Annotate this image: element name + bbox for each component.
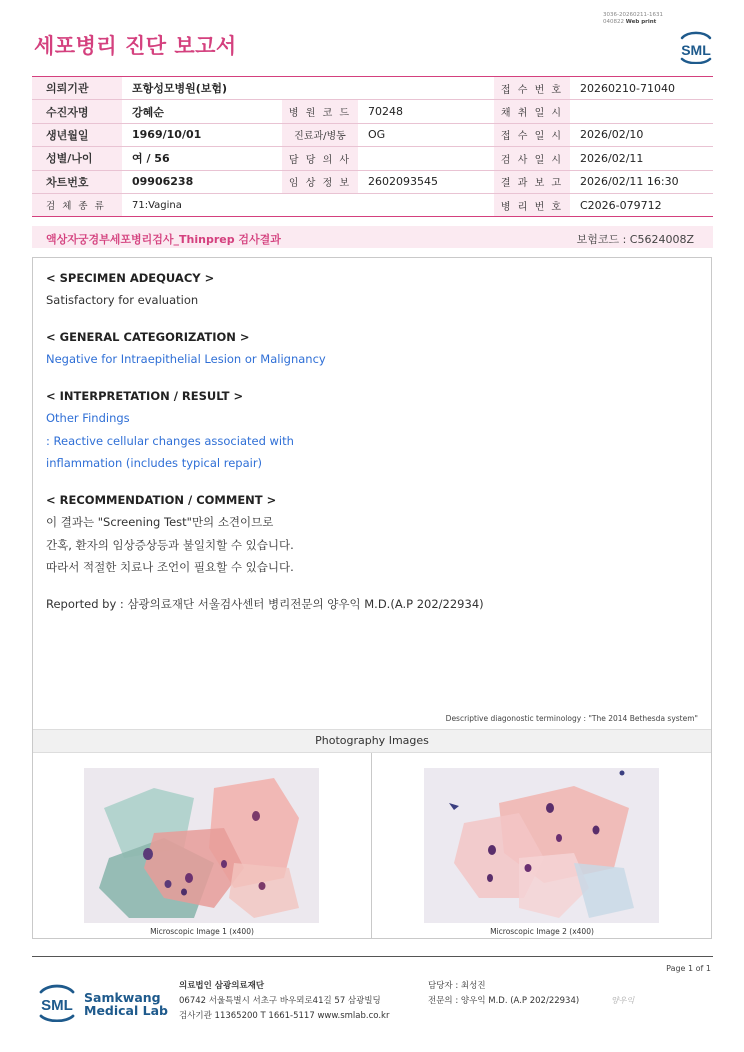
info-row [32,193,713,216]
sml-logo [676,28,716,64]
org-name: 의료법인 삼광의료재단 [179,981,265,991]
print-code-line1: 3036-20260211-1631 [603,12,663,18]
value-result-report: 2026/02/11 16:30 [570,170,713,193]
categorization-text: Negative for Intraepithelial Lesion or Malignancy [46,352,326,366]
label-collection-time: 채 취 일 시 [494,100,570,123]
recommendation-line2: 간혹, 환자의 임상증상등과 불일치할 수 있습니다. [46,538,294,552]
interpretation-line2: : Reactive cellular changes associated with [46,434,294,448]
staff-name: 담당자 : 최성진 [428,981,486,991]
label-hospital-code: 병 원 코 드 [282,100,358,123]
label-clinical-info: 임 상 정 보 [282,170,358,193]
photo-section-title: Photography Images [315,734,429,747]
value-institution: 포항성모병원(보험) [122,77,494,100]
terminology-note: Descriptive diagonostic terminology : "The 2014 Bethesda system" [445,714,698,723]
info-row [32,123,713,146]
signature: 양우익 [611,996,635,1005]
label-department: 진료과/병동 [282,123,358,146]
info-row [32,170,713,193]
test-name: 액상자궁경부세포병리검사_Thinprep 검사결과 [46,233,281,246]
footer-logo-text: SML [41,997,73,1014]
label-test-time: 검 사 일 시 [494,147,570,170]
label-receipt-time: 접 수 일 시 [494,123,570,146]
patient-info-table [32,76,713,217]
footer-sml-logo [35,980,79,1022]
label-birthdate: 생년월일 [32,123,122,146]
specialist-name: 전문의 : 양우익 M.D. (A.P 202/22934) [428,996,580,1006]
interpretation-line3: inflammation (includes typical repair) [46,456,263,470]
info-row [32,147,713,170]
recommendation-line1: 이 결과는 "Screening Test"만의 소견이므로 [46,515,274,529]
recommendation-line3: 따라서 적절한 치료나 조언이 필요할 수 있습니다. [46,560,294,574]
label-sex-age: 성별/나이 [32,147,122,170]
reported-by: Reported by : 삼광의료재단 서울검사센터 병리전문의 양우익 M.D.(A.P 202/22934) [46,597,484,611]
brand-line2: Medical Lab [84,1003,168,1018]
value-collection-time [570,100,713,123]
value-sex-age: 여 / 56 [122,147,282,170]
web-print-label: Web print [625,19,657,25]
info-row [32,77,713,100]
value-patient-name: 강혜순 [122,100,282,123]
label-doctor: 담 당 의 사 [282,147,358,170]
footer-sml-logo-icon [35,980,79,1022]
value-birthdate: 1969/10/01 [122,123,282,146]
categorization-header: < GENERAL CATEGORIZATION > [46,330,250,344]
page-number: Page 1 of 1 [666,964,711,973]
value-receipt-time: 2026/02/10 [570,123,713,146]
value-doctor [358,147,494,170]
recommendation-header: < RECOMMENDATION / COMMENT > [46,493,277,507]
value-receipt-no: 20260210-71040 [570,77,713,100]
report-title: 세포병리 진단 보고서 [34,34,237,58]
label-chart-no: 차트번호 [32,170,122,193]
interpretation-line1: Other Findings [46,411,130,425]
label-patient-name: 수진자명 [32,100,122,123]
sml-logo-text: SML [681,42,711,58]
org-contact: 검사기관 11365200 T 1661-5117 www.smlab.co.kr [179,1011,390,1021]
photo-divider [371,753,372,939]
value-pathology-no: C2026-079712 [570,193,713,216]
value-chart-no: 09906238 [122,170,282,193]
print-code-line2: 040822 [603,19,624,25]
adequacy-header: < SPECIMEN ADEQUACY > [46,271,215,285]
microscopic-image-1 [84,768,319,923]
caption-image-1: Microscopic Image 1 (x400) [150,927,254,936]
label-result-report: 결 과 보 고 [494,170,570,193]
adequacy-text: Satisfactory for evaluation [46,293,199,307]
print-code [603,12,683,26]
label-institution: 의뢰기관 [32,77,122,100]
brand-line1: Samkwang [84,990,161,1005]
sml-logo-icon [676,28,716,64]
value-clinical-info: 2602093545 [358,170,494,193]
label-pathology-no: 병 리 번 호 [494,193,570,216]
info-row [32,100,713,123]
microscopic-image-2 [424,768,659,923]
insurance-code: 보험코드 : C5624008Z [576,233,694,246]
caption-image-2: Microscopic Image 2 (x400) [490,927,594,936]
interpretation-header: < INTERPRETATION / RESULT > [46,389,244,403]
value-test-time: 2026/02/11 [570,147,713,170]
value-department: OG [358,123,494,146]
label-receipt-no: 접 수 번 호 [494,77,570,100]
footer-divider [32,956,713,957]
label-specimen-type: 검 체 종 류 [32,193,122,216]
org-address: 06742 서울특별시 서초구 바우뫼로41길 57 삼광빌딩 [179,996,381,1006]
value-specimen-type: 71:Vagina [122,193,494,216]
value-hospital-code: 70248 [358,100,494,123]
